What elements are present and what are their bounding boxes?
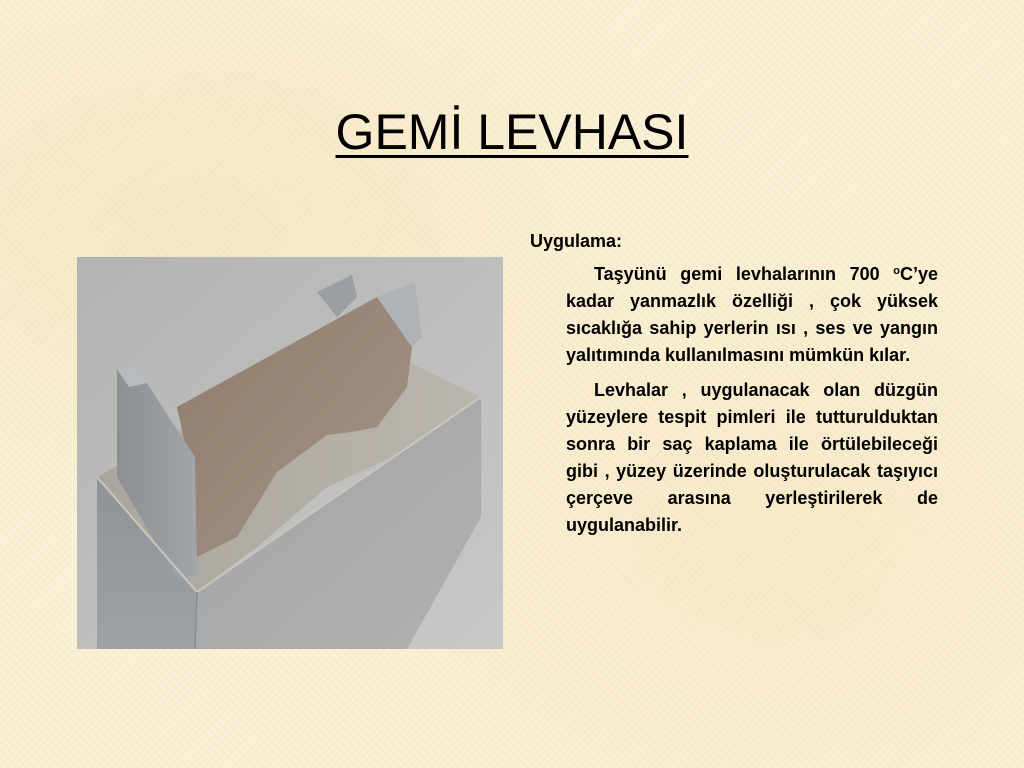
paragraph-1-text-a: Taşyünü gemi levhalarının 700 xyxy=(594,264,894,284)
paragraph-2: Levhalar , uygulanacak olan düzgün yüzeylere tespit pimleri ile tutturulduktan sonra bir saç kaplama ile örtülebileceği gibi , yüzey üzerinde oluşturulacak taşıyıcı çerçeve arasına yerleştirilerek de uygulanabilir. xyxy=(566,380,938,535)
content-text xyxy=(530,228,938,547)
section-heading: Uygulama: xyxy=(530,231,623,251)
ship-panel-photo xyxy=(77,257,503,649)
degree-symbol: o xyxy=(893,265,900,277)
paragraph-1-text-b: C’ye kadar yanmazlık özelliği , çok yüksek sıcaklığa sahip yerlerin ısı , ses ve yangın yalıtımında kullanılmasını mümkün kılar. xyxy=(566,264,938,365)
paragraph-1 xyxy=(566,261,938,369)
slide-title: GEMİ LEVHASI xyxy=(335,104,689,160)
